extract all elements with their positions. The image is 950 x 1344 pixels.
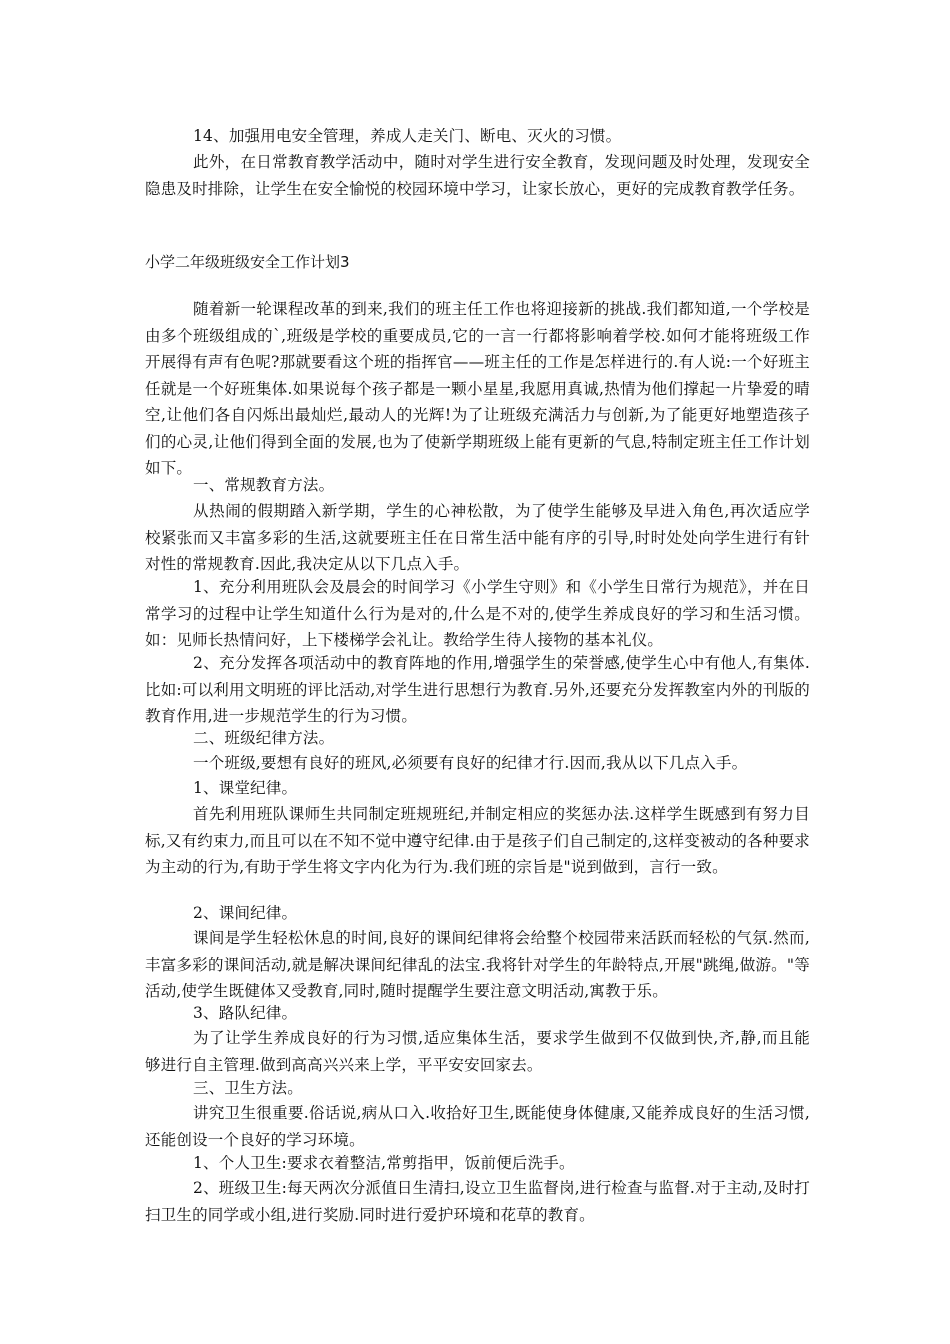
paragraph: 三、卫生方法。 (193, 1079, 303, 1097)
section-title: 小学二年级班级安全工作计划3 (145, 253, 350, 271)
paragraph: 3、路队纪律。 (193, 1004, 298, 1022)
paragraph: 2、充分发挥各项活动中的教育阵地的作用,增强学生的荣誉感,使学生心中有他人,有集体.比如:可以利用文明班的评比活动,对学生进行思想行为教育.另外,还要充分发挥教室内外的刊版的教育作用,进一步规范学生的行为习惯。 (145, 654, 810, 725)
paragraph: 14、加强用电安全管理，养成人走关门、断电、灭火的习惯。 (193, 127, 622, 145)
paragraph: 1、课堂纪律。 (193, 779, 298, 797)
paragraph: 1、个人卫生:要求衣着整洁,常剪指甲，饭前便后洗手。 (193, 1154, 575, 1172)
paragraph: 2、课间纪律。 (193, 904, 298, 922)
paragraph: 课间是学生轻松休息的时间,良好的课间纪律将会给整个校园带来活跃而轻松的气氛.然而,丰富多彩的课间活动,就是解决课间纪律乱的法宝.我将针对学生的年龄特点,开展"跳绳,做游。"等活动,使学生既健体又受教育,同时,随时提醒学生要注意文明活动,寓教于乐。 (145, 929, 810, 1000)
paragraph: 2、班级卫生:每天两次分派值日生清扫,设立卫生监督岗,进行检查与监督.对于主动,及时打扫卫生的同学或小组,进行奖励.同时进行爱护环境和花草的教育。 (145, 1179, 810, 1224)
paragraph: 一个班级,要想有良好的班风,必须要有良好的纪律才行.因而,我从以下几点入手。 (193, 754, 748, 772)
paragraph: 随着新一轮课程改革的到来,我们的班主任工作也将迎接新的挑战.我们都知道,一个学校是由多个班级组成的`,班级是学校的重要成员,它的一言一行都将影响着学校.如何才能将班级工作开展得有声有色呢?那就要看这个班的指挥官——班主任的工作是怎样进行的.有人说:一个好班主任就是一个好班集体.如果说每个孩子都是一颗小星星,我愿用真诚,热情为他们撑起一片挚爱的晴空,让他们各自闪烁出最灿烂,最动人的光辉!为了让班级充满活力与创新,为了能更好地塑造孩子们的心灵,让他们得到全面的发展,也为了使新学期班级上能有更新的气息,特制定班主任工作计划如下。 (145, 300, 810, 477)
paragraph: 讲究卫生很重要.俗话说,病从口入.收拾好卫生,既能使身体健康,又能养成良好的生活习惯,还能创设一个良好的学习环境。 (145, 1104, 810, 1149)
paragraph: 一、常规教育方法。 (193, 476, 335, 494)
paragraph: 1、充分利用班队会及晨会的时间学习《小学生守则》和《小学生日常行为规范》，并在日常学习的过程中让学生知道什么行为是对的,什么是不对的,使学生养成良好的学习和生活习惯。如：见师长热情问好，上下楼梯学会礼让。教给学生待人接物的基本礼仪。 (145, 578, 810, 649)
paragraph: 首先利用班队课师生共同制定班规班纪,并制定相应的奖惩办法.这样学生既感到有努力目标,又有约束力,而且可以在不知不觉中遵守纪律.由于是孩子们自己制定的,这样变被动的各种要求为主动的行为,有助于学生将文字内化为行为.我们班的宗旨是"说到做到，言行一致。 (145, 805, 810, 876)
paragraph: 此外，在日常教育教学活动中，随时对学生进行安全教育，发现问题及时处理，发现安全隐患及时排除，让学生在安全愉悦的校园环境中学习，让家长放心，更好的完成教育教学任务。 (145, 153, 810, 198)
paragraph: 二、班级纪律方法。 (193, 729, 335, 747)
paragraph: 从热闹的假期踏入新学期，学生的心神松散，为了使学生能够及早进入角色,再次适应学校紧张而又丰富多彩的生活,这就要班主任在日常生活中能有序的引导,时时处处向学生进行有针对性的常规教育.因此,我决定从以下几点入手。 (145, 502, 810, 573)
paragraph: 为了让学生养成良好的行为习惯,适应集体生活，要求学生做到不仅做到快,齐,静,而且能够进行自主管理.做到高高兴兴来上学，平平安安回家去。 (145, 1029, 810, 1074)
